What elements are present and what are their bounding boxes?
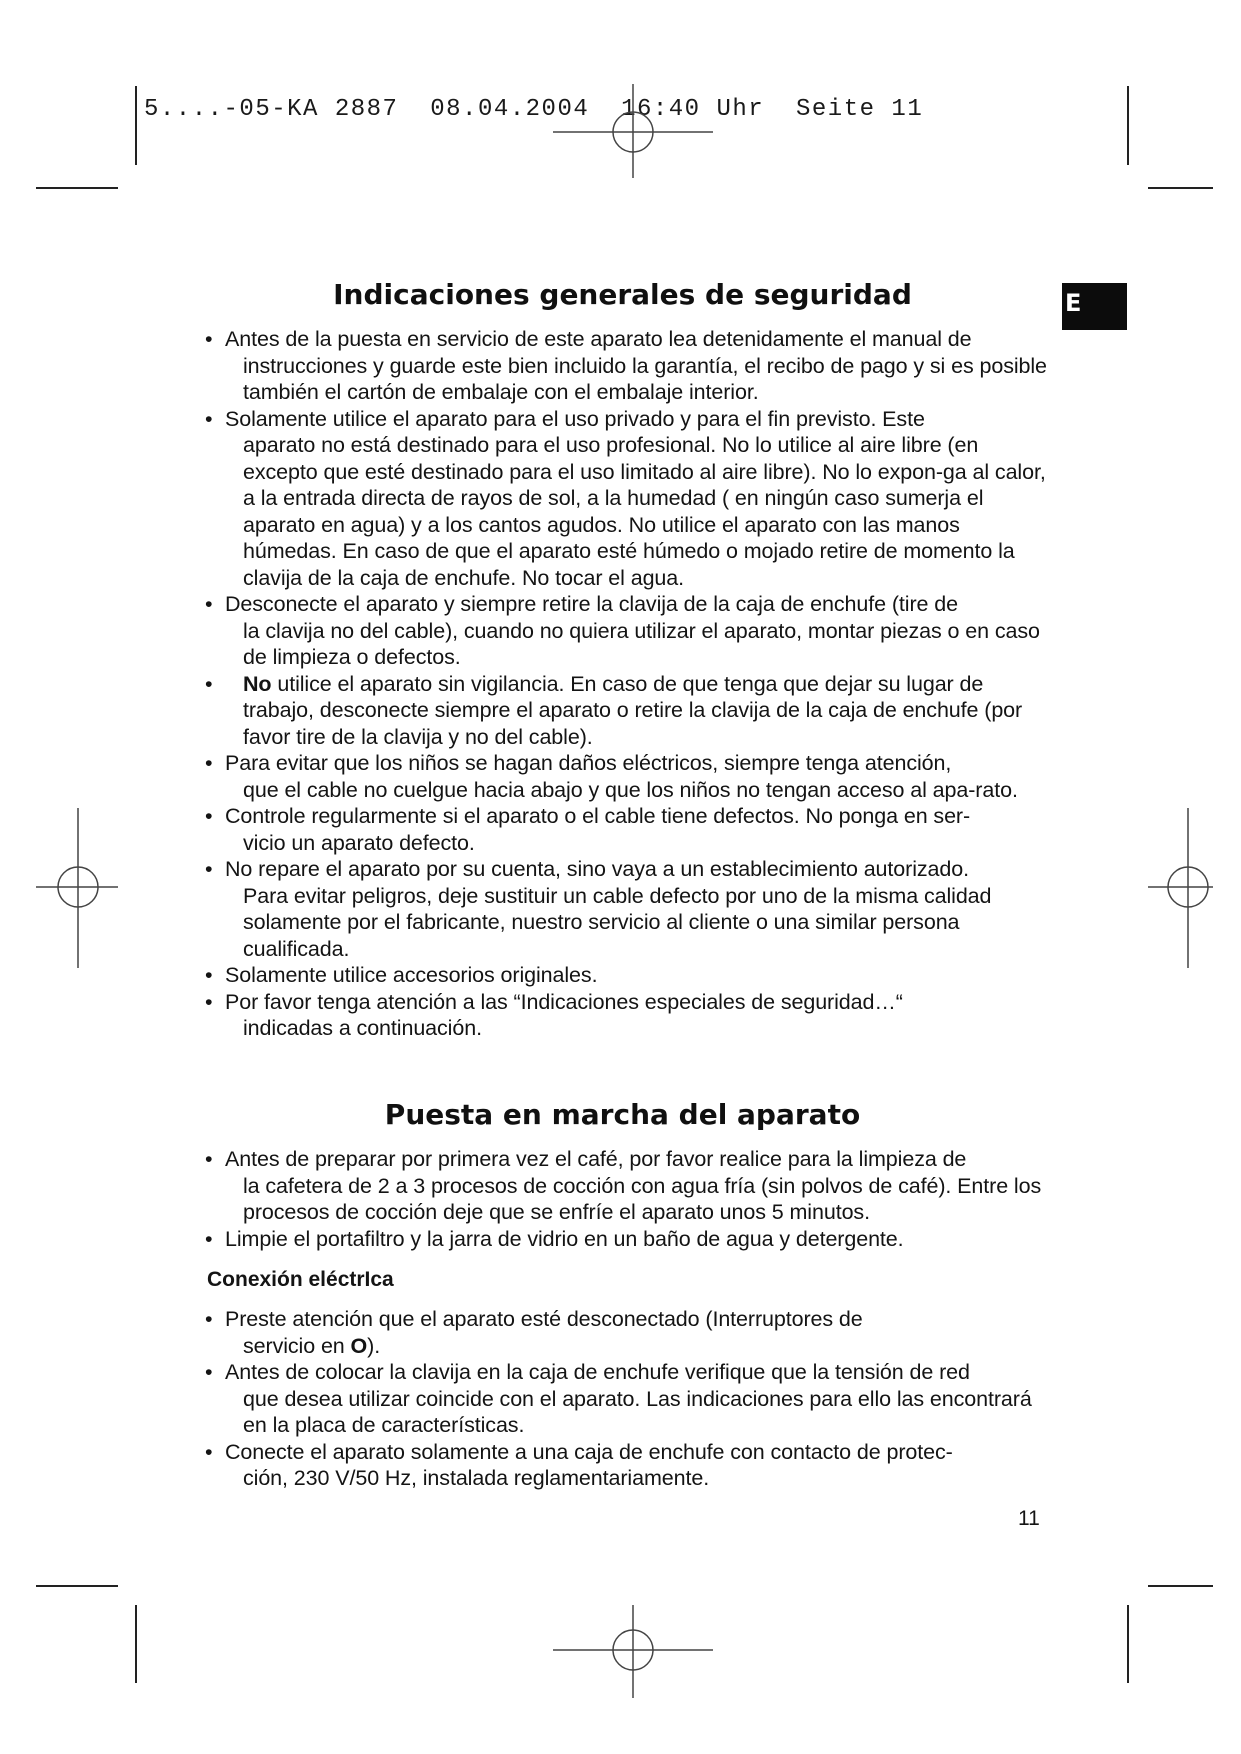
list-item: • No repare el aparato por su cuenta, sino vaya a un establecimiento autorizado. Para evitar peligros, deje sustituir un cable defecto por uno de la misma calidad solamente por el fabricante, nuestro servicio al cliente o una similar persona cualificada. <box>205 856 1055 962</box>
language-tab: E <box>1062 283 1127 330</box>
list-item: • Antes de preparar por primera vez el café, por favor realice para la limpieza de la cafetera de 2 a 3 procesos de cocción con agua fría (sin polvos de café). Entre los procesos de cocción deje que se enfríe el aparato unos 5 minutos. <box>205 1146 1055 1226</box>
registration-mark-bottom <box>553 1605 713 1698</box>
print-job-header: 5....-05-KA 2887 08.04.2004 16:40 Uhr Seite 11 <box>144 96 924 123</box>
list-item: • Antes de la puesta en servicio de este aparato lea detenidamente el manual de instrucciones y guarde este bien incluido la garantía, el recibo de pago y si es posible también el cartón de embalaje con el embalaje interior. <box>205 326 1055 406</box>
list-item: • Solamente utilice accesorios originales. <box>205 962 1055 989</box>
list-item: • Preste atención que el aparato esté desconectado (Interruptores de servicio en O). <box>205 1306 1055 1359</box>
registration-mark-top <box>553 84 713 178</box>
startup-list <box>205 1146 1055 1252</box>
section-title-safety: Indicaciones generales de seguridad <box>333 278 912 311</box>
list-item: • Antes de colocar la clavija en la caja de enchufe verifique que la tensión de red que desea utilizar coincide con el aparato. Las indicaciones para ello las encontrará en la placa de características. <box>205 1359 1055 1439</box>
subheading-electrical-connection: Conexión eléctrIca <box>207 1268 394 1291</box>
list-item: • Controle regularmente si el aparato o el cable tiene defectos. No ponga en ser- vicio un aparato defecto. <box>205 803 1055 856</box>
electrical-list <box>205 1306 1055 1492</box>
list-item: • Conecte el aparato solamente a una caja de enchufe con contacto de protec- ción, 230 V/50 Hz, instalada reglamentariamente. <box>205 1439 1055 1492</box>
safety-list <box>205 326 1055 1042</box>
list-item: • No utilice el aparato sin vigilancia. En caso de que tenga que dejar su lugar de trabajo, desconecte siempre el aparato o retire la clavija de la caja de enchufe (por favor tire de la clavija y no del cable). <box>205 671 1055 751</box>
list-item: • Por favor tenga atención a las “Indicaciones especiales de seguridad…“ indicadas a continuación. <box>205 989 1055 1042</box>
list-item: • Desconecte el aparato y siempre retire la clavija de la caja de enchufe (tire de la clavija no del cable), cuando no quiera utilizar el aparato, montar piezas o en caso de limpieza o defectos. <box>205 591 1055 671</box>
list-item: • Solamente utilice el aparato para el uso privado y para el fin previsto. Este aparato no está destinado para el uso profesional. No lo utilice al aire libre (en excepto que esté destinado para el uso limitado al aire libre). No lo expon-ga al calor, a la entrada directa de rayos de sol, a la humedad ( en ningún caso sumerja el aparato en agua) y a los cantos agudos. No utilice el aparato con las manos húmedas. En caso de que el aparato esté húmedo o mojado retire de momento la clavija de la caja de enchufe. No tocar el agua. <box>205 406 1055 592</box>
page-number: 11 <box>1018 1507 1040 1530</box>
list-item: • Limpie el portafiltro y la jarra de vidrio en un baño de agua y detergente. <box>205 1226 1055 1253</box>
registration-mark-left <box>36 808 118 968</box>
registration-mark-right <box>1148 808 1213 968</box>
section-title-startup: Puesta en marcha del aparato <box>384 1098 861 1131</box>
list-item: • Para evitar que los niños se hagan daños eléctricos, siempre tenga atención, que el cable no cuelgue hacia abajo y que los niños no tengan acceso al apa-rato. <box>205 750 1055 803</box>
